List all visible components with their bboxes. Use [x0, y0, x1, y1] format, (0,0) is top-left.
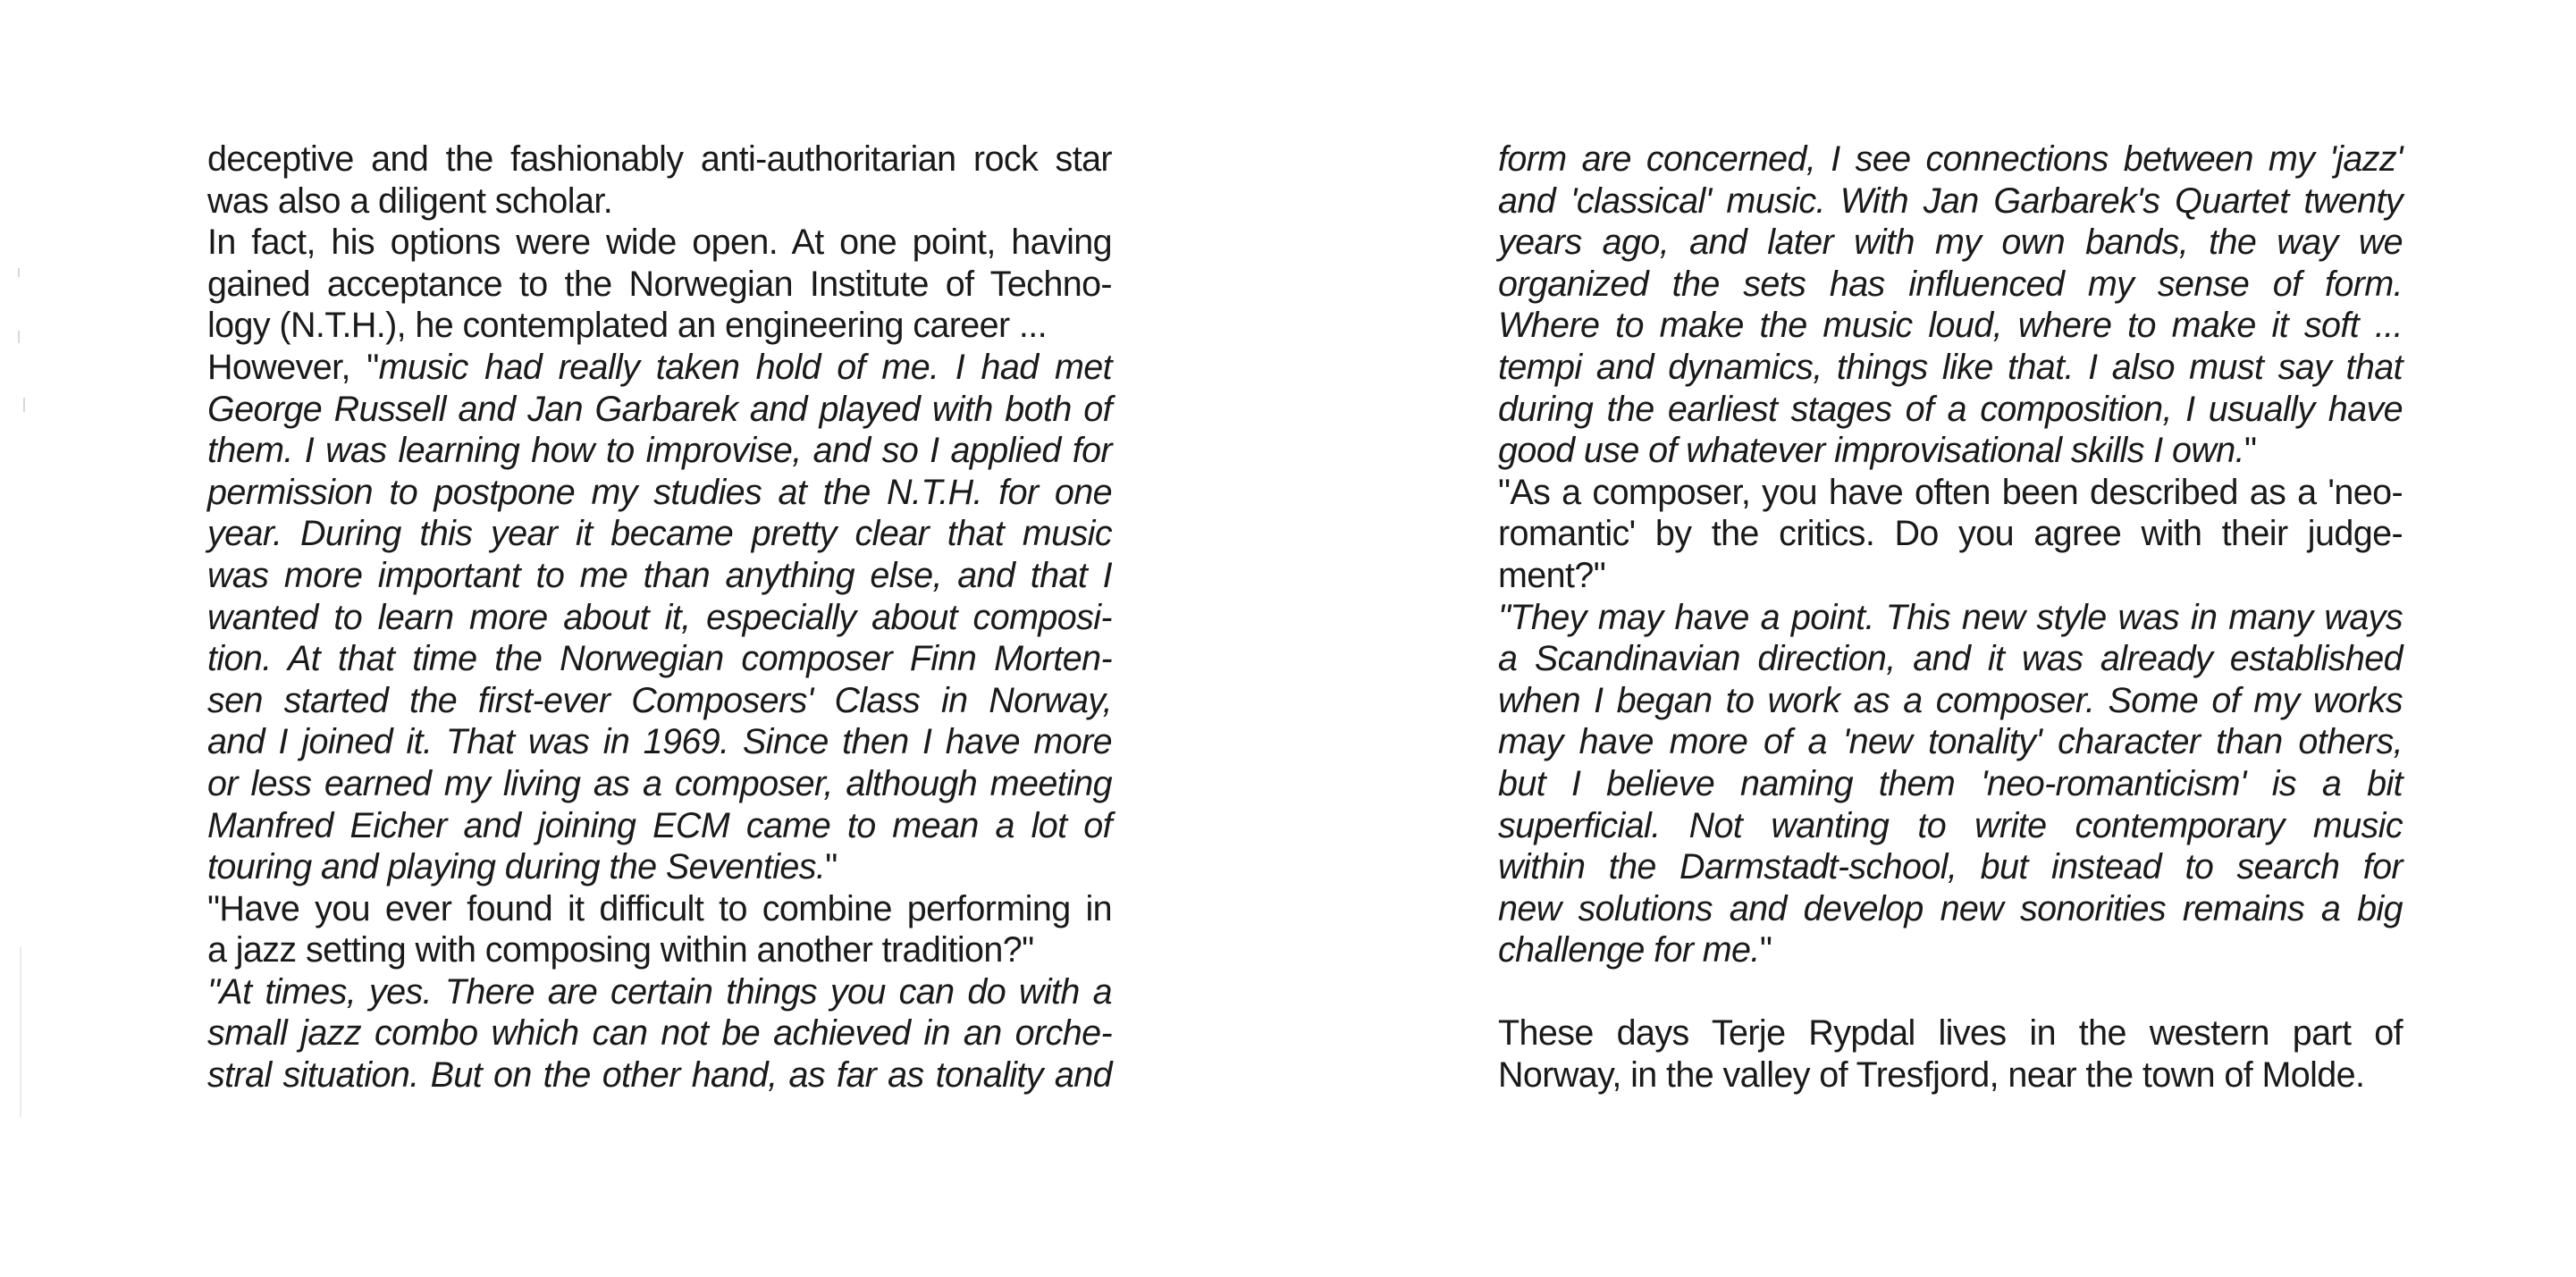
text-run: gained acceptance to the Norwegian Institute of Techno- [207, 264, 1112, 304]
scan-edge-mark [23, 398, 25, 412]
text-line [207, 721, 1112, 763]
italic-text-run: permission to postpone my studies at the N.T.H. for one [207, 472, 1112, 512]
italic-text-run: during the earliest stages of a composition, I usually have [1498, 389, 2403, 429]
text-line [1498, 389, 2403, 431]
italic-text-run: George Russell and Jan Garbarek and played with both of [207, 389, 1112, 429]
italic-text-run: challenge for me. [1498, 930, 1760, 970]
text-run: " [825, 847, 838, 887]
text-line [1498, 888, 2403, 930]
text-line [1498, 472, 2403, 514]
text-line [1498, 846, 2403, 888]
text-run: "As a composer, you have often been described as a 'neo- [1498, 472, 2403, 512]
italic-text-run: form are concerned, I see connections between my 'jazz' [1498, 139, 2403, 179]
italic-text-run: when I began to work as a composer. Some of my works [1498, 680, 2403, 720]
text-line [207, 181, 1112, 223]
italic-text-run: a Scandinavian direction, and it was already established [1498, 639, 2403, 679]
text-line [207, 513, 1112, 555]
text-line [1498, 430, 2403, 472]
text-run: These days Terje Rypdal lives in the western part of [1498, 1013, 2403, 1054]
scan-edge-mark [18, 331, 20, 343]
italic-text-run: superficial. Not wanting to write contemporary music [1498, 805, 2403, 845]
text-line [1498, 1012, 2403, 1054]
italic-text-run: Where to make the music loud, where to make it soft ... [1498, 306, 2403, 346]
italic-text-run: may have more of a 'new tonality' character than others, [1498, 722, 2403, 762]
text-line [207, 430, 1112, 472]
italic-text-run: and I joined it. That was in 1969. Since then I have more [207, 722, 1112, 762]
text-line [207, 971, 1112, 1013]
text-line [207, 222, 1112, 264]
text-line [207, 555, 1112, 597]
text-line [207, 763, 1112, 805]
italic-text-run: tempi and dynamics, things like that. I also must say that [1498, 347, 2403, 387]
text-line [1498, 305, 2403, 347]
text-line [1498, 929, 2403, 971]
scan-edge-mark [18, 268, 20, 277]
text-run: In fact, his options were wide open. At one point, having [207, 223, 1112, 263]
italic-text-run: sen started the first-ever Composers' Class in Norway, [207, 680, 1112, 720]
text-line [1498, 347, 2403, 389]
left-page-text [207, 139, 1112, 1096]
text-line [1498, 805, 2403, 847]
text-line [1498, 222, 2403, 264]
text-run: However, " [207, 347, 379, 387]
right-page-text [1498, 139, 2403, 1096]
italic-text-run: years ago, and later with my own bands, the way we [1498, 223, 2403, 263]
text-line [1498, 680, 2403, 722]
text-run: Norway, in the valley of Tresfjord, near the town of Molde. [1498, 1055, 2365, 1096]
text-line [207, 638, 1112, 680]
text-line [207, 472, 1112, 514]
text-run: ment?" [1498, 555, 1606, 595]
italic-text-run: wanted to learn more about it, especially about composi- [207, 597, 1112, 637]
italic-text-run: was more important to me than anything else, and that I [207, 555, 1112, 595]
italic-text-run: but I believe naming them 'neo-romanticism' is a bit [1498, 763, 2403, 803]
italic-text-run: touring and playing during the Seventies. [207, 847, 826, 887]
text-line [1498, 264, 2403, 306]
text-line [1498, 638, 2403, 680]
text-line [1498, 597, 2403, 639]
paragraph-gap [1498, 971, 2403, 1013]
italic-text-run: Manfred Eicher and joining ECM came to mean a lot of [207, 805, 1112, 845]
text-line [207, 597, 1112, 639]
italic-text-run: "They may have a point. This new style was in many ways [1498, 597, 2403, 637]
text-line [207, 347, 1112, 389]
text-run: "Have you ever found it difficult to combine performing in [207, 888, 1112, 928]
text-line [207, 846, 1112, 888]
text-line [207, 680, 1112, 722]
italic-text-run: and 'classical' music. With Jan Garbarek's Quartet twenty [1498, 181, 2403, 221]
text-line [207, 888, 1112, 930]
text-line [207, 264, 1112, 306]
text-line [1498, 513, 2403, 555]
text-run: " [2244, 431, 2257, 471]
italic-text-run: small jazz combo which can not be achieved in an orche- [207, 1013, 1112, 1054]
text-line [1498, 763, 2403, 805]
text-run: a jazz setting with composing within another tradition?" [207, 930, 1034, 970]
italic-text-run: music had really taken hold of me. I had met [378, 347, 1112, 387]
text-line [207, 1054, 1112, 1096]
text-run: " [1759, 930, 1772, 970]
italic-text-run: them. I was learning how to improvise, and so I applied for [207, 431, 1112, 471]
text-run: deceptive and the fashionably anti-authoritarian rock star [207, 139, 1112, 179]
italic-text-run: or less earned my living as a composer, although meeting [207, 763, 1112, 803]
text-line [1498, 555, 2403, 597]
text-line [1498, 721, 2403, 763]
text-line [1498, 181, 2403, 223]
italic-text-run: new solutions and develop new sonorities remains a big [1498, 888, 2403, 928]
text-line [207, 929, 1112, 971]
text-run: logy (N.T.H.), he contemplated an engineering career ... [207, 306, 1048, 346]
text-line [207, 389, 1112, 431]
italic-text-run: organized the sets has influenced my sense of form. [1498, 264, 2403, 304]
scan-edge-mark [20, 947, 21, 1117]
italic-text-run: good use of whatever improvisational skills I own. [1498, 431, 2245, 471]
italic-text-run: year. During this year it became pretty clear that music [207, 514, 1112, 554]
italic-text-run: stral situation. But on the other hand, as far as tonality and [207, 1055, 1112, 1096]
text-line [1498, 139, 2403, 181]
text-run: was also a diligent scholar. [207, 181, 613, 221]
italic-text-run: within the Darmstadt-school, but instead to search for [1498, 847, 2403, 887]
text-line [1498, 1054, 2403, 1096]
text-line [207, 805, 1112, 847]
italic-text-run: "At times, yes. There are certain things you can do with a [207, 971, 1112, 1012]
italic-text-run: tion. At that time the Norwegian composer Finn Morten- [207, 639, 1112, 679]
text-run: romantic' by the critics. Do you agree with their judge- [1498, 514, 2403, 554]
text-line [207, 305, 1112, 347]
text-line [207, 139, 1112, 181]
text-line [207, 1012, 1112, 1054]
